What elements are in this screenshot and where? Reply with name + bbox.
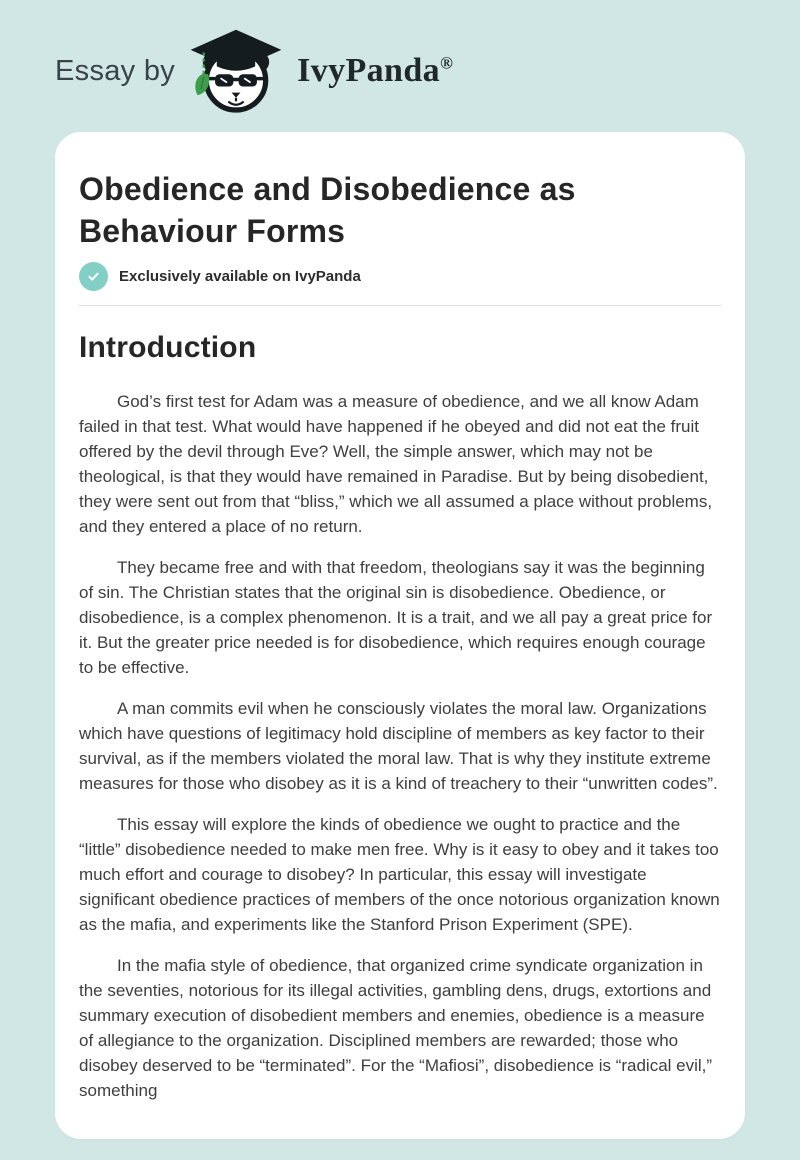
page-header bbox=[0, 0, 800, 114]
essay-paragraph: God’s first test for Adam was a measure of obedience, and we all know Adam failed in that test. What would have happened if he obeyed and did not eat the fruit offered by the devil through Eve? Well, the simple answer, which may not be theological, is that they would have remained in Paradise. But by being disobedient, they were sent out from that “bliss,” which we all assumed a place without problems, and they entered a place of no return. bbox=[79, 392, 713, 536]
registered-mark: ® bbox=[440, 53, 454, 73]
exclusive-badge bbox=[79, 262, 721, 291]
essay-paragraphs bbox=[79, 389, 721, 1103]
brand-name: IvyPanda bbox=[297, 52, 441, 89]
section-heading-introduction: Introduction bbox=[79, 331, 257, 364]
panda-graduate-icon bbox=[188, 28, 284, 114]
essay-card bbox=[55, 132, 745, 1139]
essay-paragraph: This essay will explore the kinds of obedience we ought to practice and the “little” disobedience needed to make men free. Why is it easy to obey and it takes too much effort and courage to disobey? In particular, this essay will investigate significant obedience practices of members of the once notorious organization known as the mafia, and experiments like the Stanford Prison Experiment (SPE). bbox=[79, 815, 720, 934]
brand-logotype bbox=[297, 52, 453, 90]
essay-title: Obedience and Disobedience as Behaviour Forms bbox=[79, 171, 576, 249]
divider bbox=[79, 305, 721, 306]
essay-paragraph: A man commits evil when he consciously violates the moral law. Organizations which have questions of legitimacy hold discipline of members as key factor to their survival, as if the members violated the moral law. That is why they institute extreme measures for those who disobey as it is a kind of treachery to their “unwritten codes”. bbox=[79, 699, 718, 793]
essay-paragraph: They became free and with that freedom, theologians say it was the beginning of sin. The Christian states that the original sin is disobedience. Obedience, or disobedience, is a complex phenomenon. It is a trait, and we all pay a great price for it. But the greater price needed is for disobedience, which requires enough courage to be effective. bbox=[79, 558, 713, 677]
essay-by-label: Essay by bbox=[55, 54, 176, 87]
check-icon bbox=[79, 262, 108, 291]
essay-paragraph: In the mafia style of obedience, that organized crime syndicate organization in the seventies, notorious for its illegal activities, gambling dens, drugs, extortions and summary execution of disobedient members and enemies, obedience is a measure of allegiance to the organization. Disciplined members are rewarded; those who disobey deserved to be “terminated”. For the “Mafiosi”, disobedience is “radical evil,” something bbox=[79, 956, 713, 1100]
exclusive-badge-label: Exclusively available on IvyPanda bbox=[119, 268, 361, 285]
